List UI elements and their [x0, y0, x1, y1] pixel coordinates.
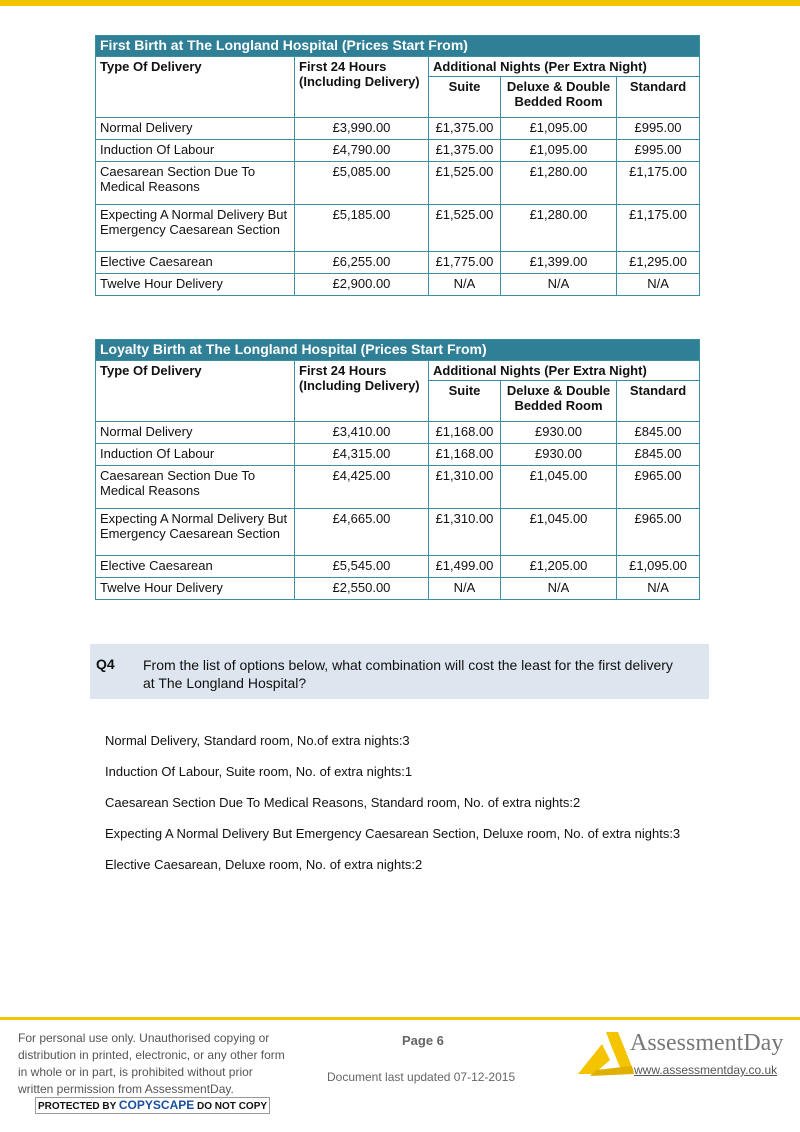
copyscape-pre: PROTECTED BY — [37, 1101, 117, 1112]
table-row — [96, 205, 700, 252]
cell-deluxe: £930.00 — [501, 422, 617, 444]
cell-suite: £1,310.00 — [429, 466, 501, 509]
cell-deluxe: £1,205.00 — [501, 556, 617, 578]
cell-type: Caesarean Section Due To Medical Reasons — [96, 466, 295, 509]
cell-suite: £1,525.00 — [429, 205, 501, 252]
cell-first: £3,990.00 — [295, 118, 429, 140]
cell-standard: £965.00 — [617, 466, 700, 509]
cell-first: £5,085.00 — [295, 162, 429, 205]
copyscape-brand: COPYSCAPE — [118, 1098, 195, 1112]
table-row — [96, 578, 700, 600]
table-row — [96, 466, 700, 509]
cell-suite: £1,168.00 — [429, 444, 501, 466]
website-link[interactable]: www.assessmentday.co.uk — [634, 1063, 778, 1077]
cell-suite: £1,375.00 — [429, 140, 501, 162]
table-row — [96, 422, 700, 444]
cell-standard: £995.00 — [617, 140, 700, 162]
cell-suite: £1,499.00 — [429, 556, 501, 578]
cell-standard: £995.00 — [617, 118, 700, 140]
cell-suite: N/A — [429, 578, 501, 600]
col-header-deluxe: Deluxe & Double Bedded Room — [501, 381, 617, 422]
cell-first: £4,425.00 — [295, 466, 429, 509]
cell-type: Elective Caesarean — [96, 556, 295, 578]
answer-option[interactable]: Expecting A Normal Delivery But Emergency Caesarean Section, Deluxe room, No. of extra nights:3 — [105, 826, 681, 841]
table-row — [96, 556, 700, 578]
cell-first: £3,410.00 — [295, 422, 429, 444]
cell-standard: £845.00 — [617, 422, 700, 444]
cell-standard: N/A — [617, 274, 700, 296]
cell-first: £4,665.00 — [295, 509, 429, 556]
col-header-first-24: First 24 Hours (Including Delivery) — [295, 57, 429, 118]
brand-name: AssessmentDay — [630, 1030, 784, 1056]
assessmentday-logo-icon — [576, 1030, 636, 1076]
cell-type: Induction Of Labour — [96, 140, 295, 162]
cell-deluxe: £1,045.00 — [501, 466, 617, 509]
question-box — [90, 644, 709, 699]
first-birth-price-table — [95, 35, 700, 296]
cell-standard: £845.00 — [617, 444, 700, 466]
cell-first: £5,185.00 — [295, 205, 429, 252]
cell-deluxe: £1,399.00 — [501, 252, 617, 274]
cell-first: £4,790.00 — [295, 140, 429, 162]
cell-deluxe: N/A — [501, 274, 617, 296]
cell-deluxe: N/A — [501, 578, 617, 600]
cell-type: Twelve Hour Delivery — [96, 274, 295, 296]
cell-deluxe: £1,280.00 — [501, 205, 617, 252]
cell-type: Elective Caesarean — [96, 252, 295, 274]
cell-first: £2,550.00 — [295, 578, 429, 600]
cell-standard: £965.00 — [617, 509, 700, 556]
cell-type: Twelve Hour Delivery — [96, 578, 295, 600]
last-updated: Document last updated 07-12-2015 — [327, 1070, 516, 1084]
cell-suite: N/A — [429, 274, 501, 296]
cell-standard: £1,175.00 — [617, 205, 700, 252]
answer-option[interactable]: Elective Caesarean, Deluxe room, No. of extra nights:2 — [105, 857, 423, 872]
cell-type: Expecting A Normal Delivery But Emergency Caesarean Section — [96, 509, 295, 556]
col-header-additional: Additional Nights (Per Extra Night) — [429, 57, 700, 77]
table-row — [96, 162, 700, 205]
cell-type: Expecting A Normal Delivery But Emergency Caesarean Section — [96, 205, 295, 252]
col-header-type: Type Of Delivery — [96, 361, 295, 422]
cell-deluxe: £1,095.00 — [501, 140, 617, 162]
answer-option[interactable]: Caesarean Section Due To Medical Reasons, Standard room, No. of extra nights:2 — [105, 795, 581, 810]
cell-deluxe: £1,095.00 — [501, 118, 617, 140]
page-number: Page 6 — [402, 1033, 444, 1048]
copyscape-badge[interactable] — [35, 1097, 270, 1114]
answer-option[interactable]: Induction Of Labour, Suite room, No. of extra nights:1 — [105, 764, 413, 779]
cell-first: £5,545.00 — [295, 556, 429, 578]
cell-first: £4,315.00 — [295, 444, 429, 466]
col-header-standard: Standard — [617, 77, 700, 118]
cell-type: Normal Delivery — [96, 118, 295, 140]
table-row — [96, 140, 700, 162]
cell-type: Induction Of Labour — [96, 444, 295, 466]
loyalty-birth-price-table — [95, 339, 700, 600]
cell-deluxe: £1,280.00 — [501, 162, 617, 205]
col-header-suite: Suite — [429, 77, 501, 118]
copyscape-post: DO NOT COPY — [197, 1101, 268, 1112]
question-text: From the list of options below, what combination will cost the least for the first delivery at The Longland Hospital? — [143, 657, 673, 691]
col-header-suite: Suite — [429, 381, 501, 422]
table-row — [96, 118, 700, 140]
cell-first: £2,900.00 — [295, 274, 429, 296]
cell-type: Caesarean Section Due To Medical Reasons — [96, 162, 295, 205]
footer-divider — [0, 1017, 800, 1020]
top-accent-bar — [0, 0, 800, 6]
cell-deluxe: £1,045.00 — [501, 509, 617, 556]
col-header-additional: Additional Nights (Per Extra Night) — [429, 361, 700, 381]
cell-suite: £1,168.00 — [429, 422, 501, 444]
table-title: First Birth at The Longland Hospital (Prices Start From) — [96, 36, 700, 57]
table-row — [96, 252, 700, 274]
cell-type: Normal Delivery — [96, 422, 295, 444]
cell-suite: £1,525.00 — [429, 162, 501, 205]
cell-standard: £1,095.00 — [617, 556, 700, 578]
cell-standard: N/A — [617, 578, 700, 600]
copyright-notice: For personal use only. Unauthorised copying or distribution in printed, electronic, or any other form in whole or in part, is prohibited without prior written permission from AssessmentDay. — [18, 1031, 285, 1096]
col-header-deluxe: Deluxe & Double Bedded Room — [501, 77, 617, 118]
cell-first: £6,255.00 — [295, 252, 429, 274]
col-header-standard: Standard — [617, 381, 700, 422]
col-header-type: Type Of Delivery — [96, 57, 295, 118]
cell-suite: £1,375.00 — [429, 118, 501, 140]
answer-option[interactable]: Normal Delivery, Standard room, No.of extra nights:3 — [105, 733, 410, 748]
col-header-first-24: First 24 Hours (Including Delivery) — [295, 361, 429, 422]
cell-standard: £1,175.00 — [617, 162, 700, 205]
table-title: Loyalty Birth at The Longland Hospital (Prices Start From) — [96, 340, 700, 361]
cell-suite: £1,310.00 — [429, 509, 501, 556]
table-row — [96, 274, 700, 296]
cell-deluxe: £930.00 — [501, 444, 617, 466]
table-row — [96, 444, 700, 466]
question-number: Q4 — [96, 656, 115, 672]
cell-suite: £1,775.00 — [429, 252, 501, 274]
cell-standard: £1,295.00 — [617, 252, 700, 274]
table-row — [96, 509, 700, 556]
